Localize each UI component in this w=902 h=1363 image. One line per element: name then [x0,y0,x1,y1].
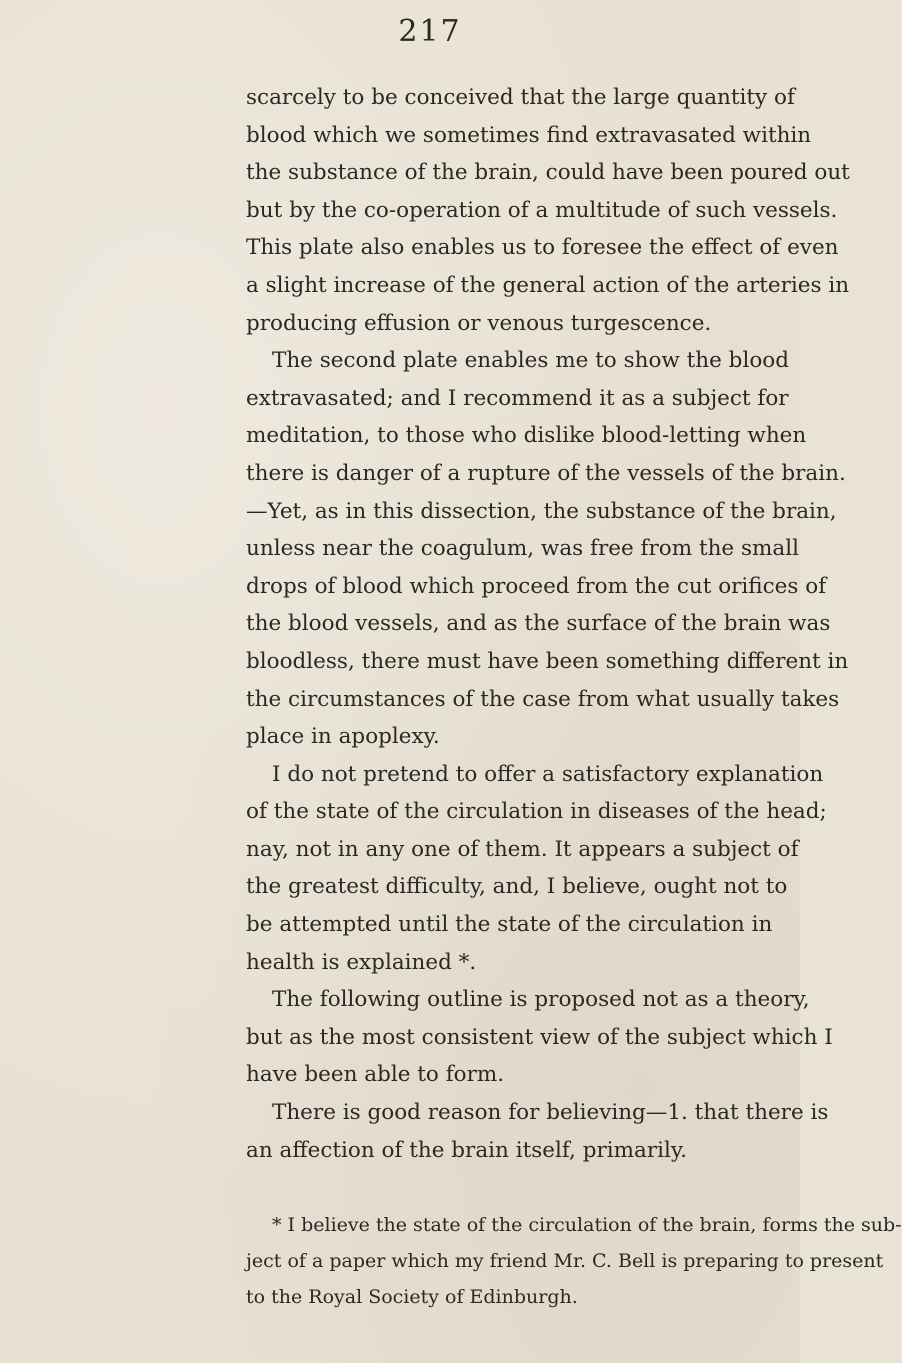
text-line: drops of blood which proceed from the cut orifices of [246,573,827,599]
text-line: there is danger of a rupture of the vessels of the brain. [246,460,846,486]
text-line: bloodless, there must have been something different in [246,648,849,674]
text-line: the circumstances of the case from what usually takes [246,686,840,712]
footnote [246,1207,902,1315]
text-line: unless near the coagulum, was free from the small [246,536,799,562]
text-line: but by the co-operation of a multitude of such vessels. [246,197,838,223]
footnote-line: to the Royal Society of Edinburgh. [246,1286,578,1308]
text-line: producing effusion or venous turgescence. [246,310,712,336]
text-line: the greatest difficulty, and, I believe, ought not to [246,874,788,900]
text-line: nay, not in any one of them. It appears a subject of [246,836,799,862]
text-line: of the state of the circulation in diseases of the head; [246,799,827,825]
text-line: the substance of the brain, could have been poured out [246,160,850,186]
text-line: place in apoplexy. [246,724,440,750]
text-line: but as the most consistent view of the subject which I [246,1024,833,1050]
text-line: be attempted until the state of the circulation in [246,912,773,938]
text-line: meditation, to those who dislike blood-letting when [246,423,807,449]
main-text [246,79,850,1169]
text-line: —Yet, as in this dissection, the substance of the brain, [246,498,837,524]
text-line: There is good reason for believing—1. that there is [272,1100,829,1126]
text-line: scarcely to be conceived that the large quantity of [246,85,795,110]
text-line: This plate also enables us to foresee the effect of even [246,235,839,261]
text-line: blood which we sometimes find extravasated within [246,122,812,148]
text-line: I do not pretend to offer a satisfactory explanation [272,761,824,787]
text-line: extravasated; and I recommend it as a subject for [246,385,789,411]
footnote-line: ject of a paper which my friend Mr. C. Bell is preparing to present [246,1250,884,1272]
text-line: the blood vessels, and as the surface of the brain was [246,611,831,637]
page-number: 217 [398,14,462,49]
text-line: an affection of the brain itself, primarily. [246,1137,687,1163]
text-line: The second plate enables me to show the blood [272,348,789,374]
text-line: a slight increase of the general action of the arteries in [246,272,850,298]
footnote-line: * I believe the state of the circulation of the brain, forms the sub- [272,1214,902,1236]
text-line: The following outline is proposed not as a theory, [272,987,810,1013]
text-line: have been able to form. [246,1062,505,1088]
text-line: health is explained *. [246,949,477,975]
